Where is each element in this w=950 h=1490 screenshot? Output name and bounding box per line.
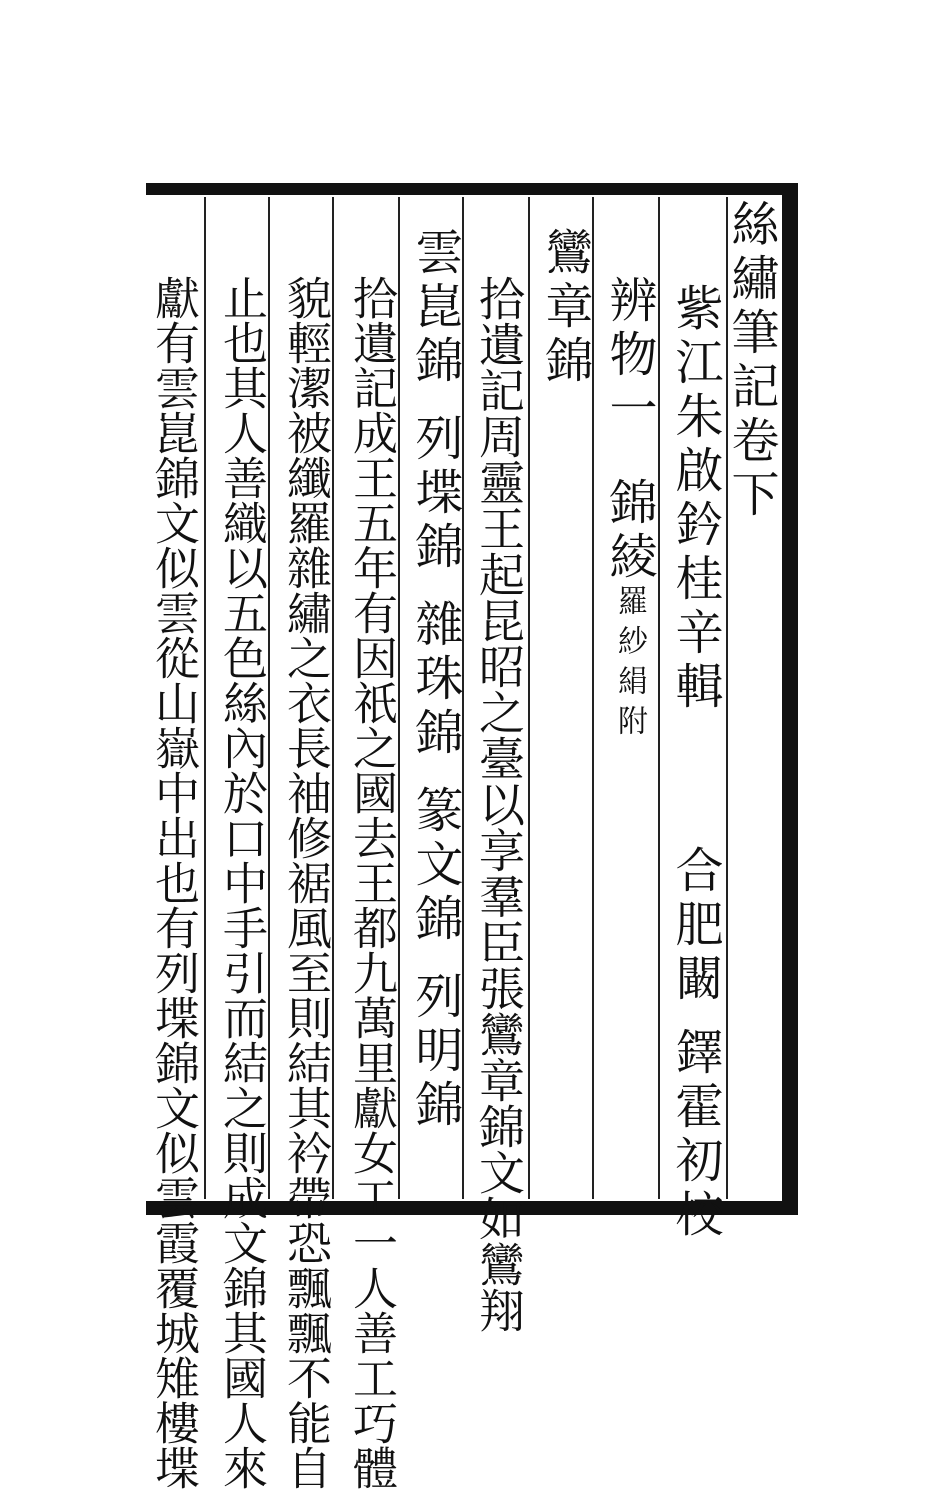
chapter-heading [598,275,660,1265]
book-title [723,199,782,1189]
brocade-item: 雲崑錦 [407,227,463,389]
brocade-item: 列明錦 [407,971,463,1133]
proofreader-place: 合肥 [667,845,723,953]
proofreader-surname: 闞 [667,953,723,1007]
brocade-item: 雜珠錦 [407,599,463,761]
top-border-rule [146,183,798,195]
text-line-4 [274,275,336,1490]
proofreader-name: 鐸霍初校 [667,1027,723,1243]
chapter-heading-text: 辨物一 [601,275,657,437]
entry-heading-text: 鸞章錦 [537,227,593,389]
page-frame [146,183,798,1490]
text-line-6 [147,275,204,1490]
chapter-topic: 錦綾 [601,477,657,585]
author-name: 紫江朱啟鈐桂辛輯 [667,283,723,715]
brocade-item: 列堞錦 [407,413,463,575]
text-line-3-text: 拾遺記成王五年有因祇之國去王都九萬里獻女工一人善工巧體 [345,275,398,1490]
entry-heading [534,227,596,1217]
brocade-list [404,227,466,1217]
chapter-note: 羅紗絹附 [612,585,647,745]
author-column [664,283,726,1273]
text-line-6-text: 獻有雲崑錦文似雲從山嶽中出也有列堞錦文似雲霞覆城雉樓堞 [147,275,200,1490]
text-line-4-text: 貌輕潔被纖羅雜繡之衣長袖修裾風至則結其衿帶恐飄飄不能自 [279,275,332,1490]
brocade-item: 篆文錦 [407,785,463,947]
text-line-1 [468,275,530,1333]
column-divider [204,197,206,1199]
text-line-1-text: 拾遺記周靈王起昆昭之臺以享羣臣張鸞章錦文如鸞翔 [472,275,526,1333]
book-title-text: 絲繡筆記卷下 [723,199,779,523]
text-line-3 [340,275,402,1490]
right-border-rule [782,183,798,1215]
text-line-5-text: 止也其人善織以五色絲內於口中手引而結之則成文錦其國人來 [215,275,268,1490]
text-line-5 [210,275,272,1490]
